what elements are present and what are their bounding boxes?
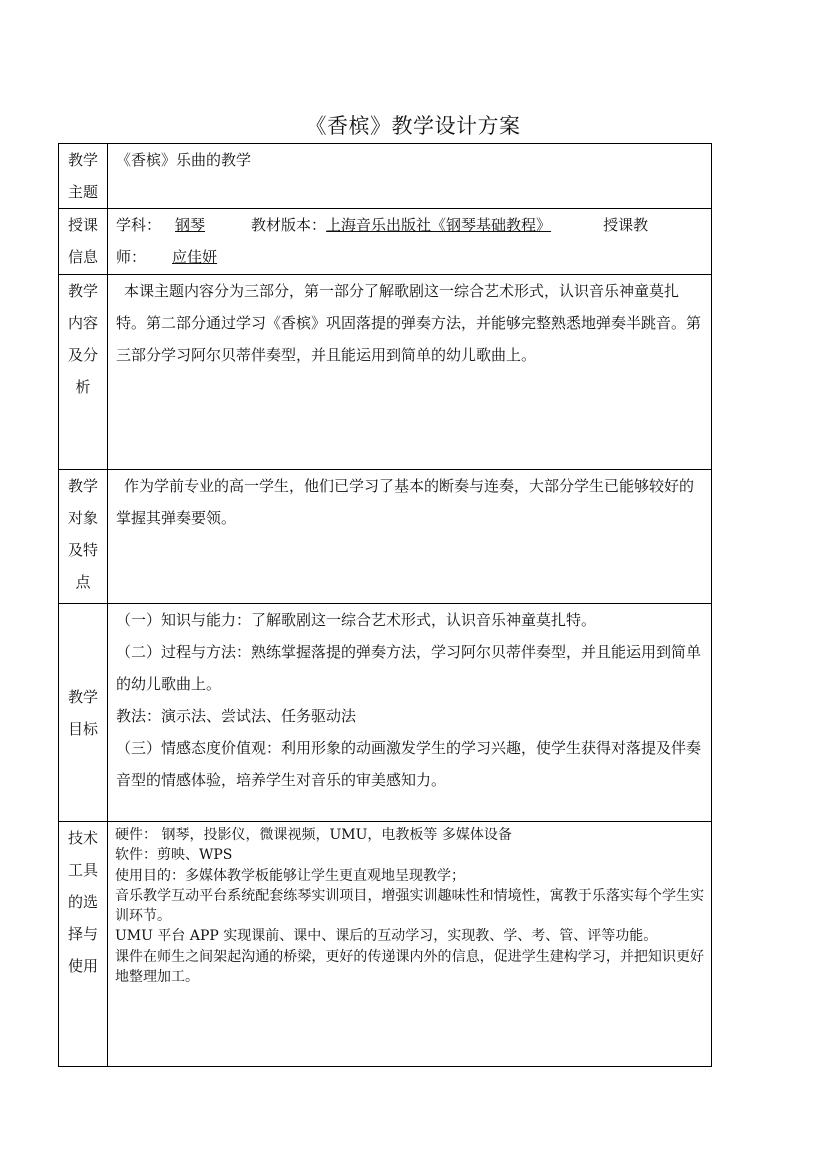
goal-process: （二）过程与方法：熟练掌握落提的弹奏方法，学习阿尔贝蒂伴奏型，并且能运用到简单的幼儿歌曲上。 (116, 643, 702, 693)
goal-knowledge: （一）知识与能力：了解歌剧这一综合艺术形式，认识音乐神童莫扎特。 (116, 611, 597, 629)
edition-value: 上海音乐出版社《钢琴基础教程》 (326, 216, 552, 234)
header-line: 授课 (67, 216, 98, 234)
tools-courseware: 课件在师生之间架起沟通的桥梁，更好的传递课内外的信息，促进学生建构学习，并把知识更好地整理加工。 (115, 948, 704, 986)
tools-purpose: 使用目的：多媒体教学板能够让学生更直观地呈现教学； (115, 867, 465, 884)
header-line: 析 (75, 378, 91, 396)
header-line: 教学 (67, 151, 98, 169)
row-info (59, 209, 712, 275)
teacher-label-part1: 授课教 (603, 216, 649, 234)
header-line: 技术 (67, 829, 98, 847)
row-topic (59, 144, 712, 209)
row-info-content (108, 209, 712, 275)
teacher-value: 应佳妍 (172, 248, 218, 266)
goal-attitude: （三）情感态度价值观：利用形象的动画激发学生的学习兴趣，使学生获得对落提及伴奏音型的情感体验，培养学生对音乐的审美感知力。 (116, 739, 702, 789)
row-students (59, 470, 712, 604)
row-content (59, 275, 712, 470)
row-goals-content (108, 604, 712, 822)
header-line: 点 (75, 573, 91, 591)
row-topic-content (108, 144, 712, 209)
row-content-content (108, 275, 712, 470)
teacher-label-part2: 师： (116, 248, 147, 266)
teacher-value-field (146, 248, 253, 266)
tools-software: 软件：剪映、WPS (115, 847, 233, 864)
header-line: 教学 (67, 687, 98, 706)
row-tools-header (59, 822, 108, 1067)
info-line-1 (116, 209, 703, 241)
document-title: 《香槟》教学设计方案 (305, 114, 521, 138)
subject-label: 学科： (116, 216, 162, 234)
row-students-header (59, 470, 108, 604)
header-line: 教学 (67, 282, 98, 300)
row-info-header (59, 209, 108, 275)
header-line: 信息 (67, 248, 98, 266)
lesson-plan-table (58, 143, 712, 1067)
header-line: 内容 (67, 314, 98, 332)
header-line: 及特 (67, 541, 98, 559)
row-tools-content (108, 822, 712, 1067)
row-goals (59, 604, 712, 822)
row-students-content (108, 470, 712, 604)
tools-platform: 音乐教学互动平台系统配套练琴实训项目，增强实训趣味性和情境性，寓教于乐落实每个学生实训环节。 (115, 887, 704, 925)
topic-text: 《香槟》乐曲的教学 (116, 151, 252, 169)
tools-umu: UMU 平台 APP 实现课前、课中、课后的互动学习，实现教、学、考、管、评等功能。 (115, 928, 658, 945)
header-line: 使用 (67, 957, 98, 975)
tools-hardware: 硬件： 钢琴，投影仪，微课视频，UMU，电教板等 多媒体设备 (115, 827, 512, 843)
header-line: 及分 (67, 346, 98, 364)
header-line: 对象 (67, 509, 98, 527)
subject-value: 钢琴 (175, 216, 206, 234)
row-goals-header (59, 604, 108, 822)
header-line: 主题 (67, 183, 98, 201)
row-topic-header (59, 144, 108, 209)
edition-value-field (326, 216, 577, 234)
students-text: 作为学前专业的高一学生，他们已学习了基本的断奏与连奏，大部分学生已能够较好的掌握其弹奏要领。 (116, 477, 695, 527)
header-line: 的选 (67, 893, 98, 911)
content-analysis-text: 本课主题内容分为三部分，第一部分了解歌剧这一综合艺术形式，认识音乐神童莫扎特。第二部分通过学习《香槟》巩固落提的弹奏方法，并能够完整熟悉地弹奏半跳音。第三部分学习阿尔贝蒂伴奏型，并且能运用到简单的幼儿歌曲上。 (116, 282, 702, 364)
header-line: 教学 (67, 477, 98, 495)
info-line-2 (116, 241, 703, 273)
goal-methods: 教法：演示法、尝试法、任务驱动法 (116, 707, 357, 725)
row-content-header (59, 275, 108, 470)
subject-value-field (161, 216, 233, 234)
header-line: 择与 (67, 925, 98, 943)
row-tools (59, 822, 712, 1067)
header-line: 工具 (67, 861, 98, 879)
edition-label: 教材版本： (251, 216, 327, 234)
header-line: 目标 (67, 719, 98, 738)
